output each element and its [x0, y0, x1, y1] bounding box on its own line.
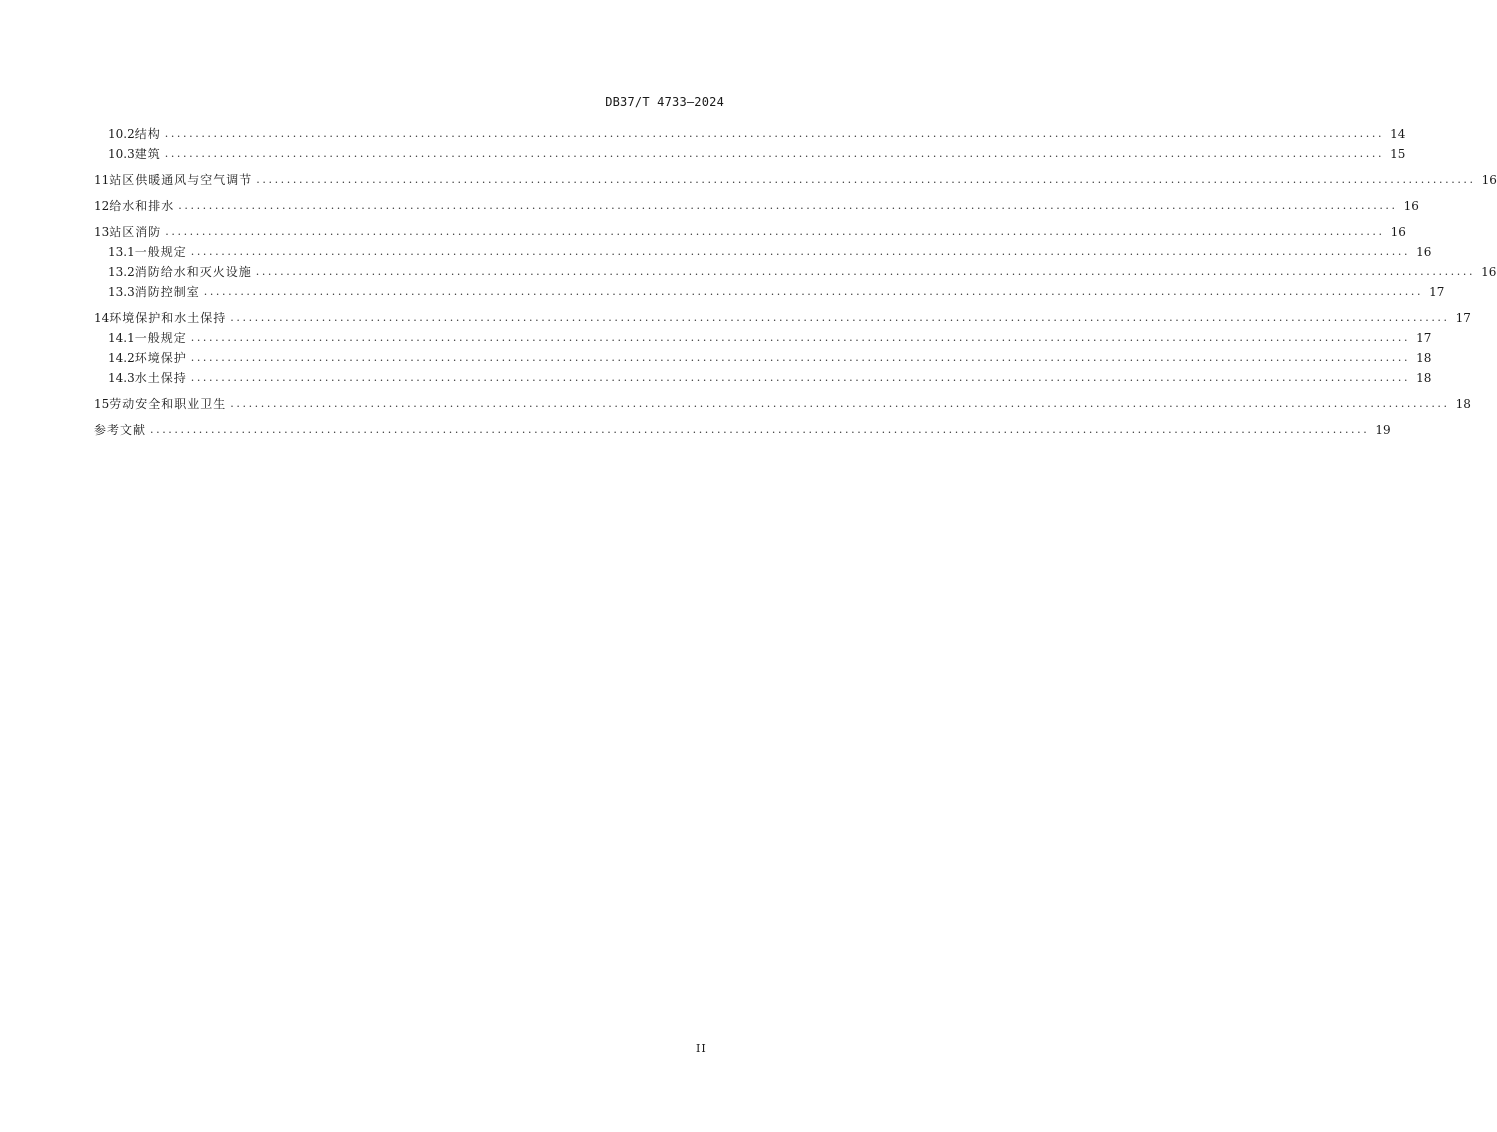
- toc-leader-dots: ........................................................................................................................................................................................................: [164, 127, 1385, 140]
- toc-entry-page: 17: [1429, 285, 1445, 299]
- toc-entry-title: 劳动安全和职业卫生: [109, 397, 227, 411]
- toc-entry-number: 10.3: [108, 147, 135, 161]
- toc-entry-number: 14: [94, 311, 110, 325]
- toc-entry-title: 消防给水和灭火设施: [134, 265, 252, 279]
- toc-entry[interactable]: [94, 420, 1391, 440]
- toc-entry[interactable]: [94, 328, 1432, 348]
- toc-entry-page: 14: [1390, 127, 1406, 141]
- toc-entry-page: 18: [1455, 397, 1471, 411]
- toc-entry-number: 13: [94, 225, 110, 239]
- toc-entry-page: 16: [1390, 225, 1406, 239]
- toc-leader-dots: ........................................................................................................................................................................................................: [230, 397, 1450, 410]
- toc-entry-page: 16: [1481, 173, 1497, 187]
- toc-leader-dots: ........................................................................................................................................................................................................: [190, 371, 1411, 384]
- toc-leader-dots: ........................................................................................................................................................................................................: [230, 311, 1450, 324]
- toc-entry[interactable]: [94, 308, 1471, 328]
- toc-entry-number: 14.1: [108, 331, 135, 345]
- toc-entry-title: 一般规定: [134, 331, 187, 345]
- toc-leader-dots: ........................................................................................................................................................................................................: [190, 331, 1411, 344]
- toc-entry-number: 13.1: [108, 245, 135, 259]
- toc-leader-dots: ........................................................................................................................................................................................................: [165, 225, 1385, 238]
- toc-entry[interactable]: [94, 170, 1497, 190]
- toc-entry[interactable]: [94, 196, 1419, 216]
- toc-entry-page: 17: [1416, 331, 1432, 345]
- toc-entry-page: 18: [1416, 371, 1432, 385]
- toc-entry[interactable]: [94, 222, 1406, 242]
- toc-entry-title: 给水和排水: [109, 199, 175, 213]
- toc-entry-number: 13.2: [108, 265, 135, 279]
- toc-leader-dots: ........................................................................................................................................................................................................: [256, 173, 1476, 186]
- toc-entry-title: 参考文献: [94, 423, 147, 437]
- toc-entry-title: 环境保护: [134, 351, 187, 365]
- toc-entry-number: 14.2: [108, 351, 135, 365]
- toc-leader-dots: ........................................................................................................................................................................................................: [164, 147, 1385, 160]
- toc-entry[interactable]: [94, 124, 1406, 144]
- toc-entry-number: 13.3: [108, 285, 135, 299]
- toc-entry[interactable]: [94, 348, 1432, 368]
- toc-leader-dots: ........................................................................................................................................................................................................: [255, 265, 1476, 278]
- toc-entry-title: 水土保持: [134, 371, 187, 385]
- toc-entry[interactable]: [94, 262, 1497, 282]
- toc-entry[interactable]: [94, 282, 1445, 302]
- toc-entry[interactable]: [94, 242, 1432, 262]
- toc-entry-page: 17: [1455, 311, 1471, 325]
- toc-entry-title: 环境保护和水土保持: [109, 311, 227, 325]
- toc-entry-number: 14.3: [108, 371, 135, 385]
- page-number: II: [696, 1042, 707, 1055]
- toc-leader-dots: ........................................................................................................................................................................................................: [150, 423, 1370, 436]
- toc-entry-title: 建筑: [134, 147, 161, 161]
- table-of-contents: [94, 124, 1497, 440]
- toc-entry[interactable]: [94, 144, 1406, 164]
- toc-entry-title: 一般规定: [134, 245, 187, 259]
- toc-leader-dots: ........................................................................................................................................................................................................: [190, 351, 1411, 364]
- toc-entry-page: 16: [1481, 265, 1497, 279]
- toc-entry-page: 15: [1390, 147, 1406, 161]
- toc-entry-title: 站区供暖通风与空气调节: [109, 173, 253, 187]
- toc-entry-number: 11: [94, 173, 110, 187]
- toc-entry[interactable]: [94, 368, 1432, 388]
- toc-entry-page: 19: [1375, 423, 1391, 437]
- document-id-header: DB37/T 4733—2024: [605, 95, 724, 109]
- toc-entry-page: 18: [1416, 351, 1432, 365]
- toc-leader-dots: ........................................................................................................................................................................................................: [190, 245, 1411, 258]
- toc-entry-number: 10.2: [108, 127, 135, 141]
- toc-entry-page: 16: [1416, 245, 1432, 259]
- toc-entry-number: 12: [94, 199, 110, 213]
- toc-entry-title: 结构: [134, 127, 161, 141]
- toc-entry-title: 站区消防: [109, 225, 162, 239]
- toc-leader-dots: ........................................................................................................................................................................................................: [178, 199, 1398, 212]
- toc-entry-title: 消防控制室: [134, 285, 200, 299]
- toc-leader-dots: ........................................................................................................................................................................................................: [203, 285, 1424, 298]
- toc-entry[interactable]: [94, 394, 1471, 414]
- toc-entry-page: 16: [1403, 199, 1419, 213]
- toc-entry-number: 15: [94, 397, 110, 411]
